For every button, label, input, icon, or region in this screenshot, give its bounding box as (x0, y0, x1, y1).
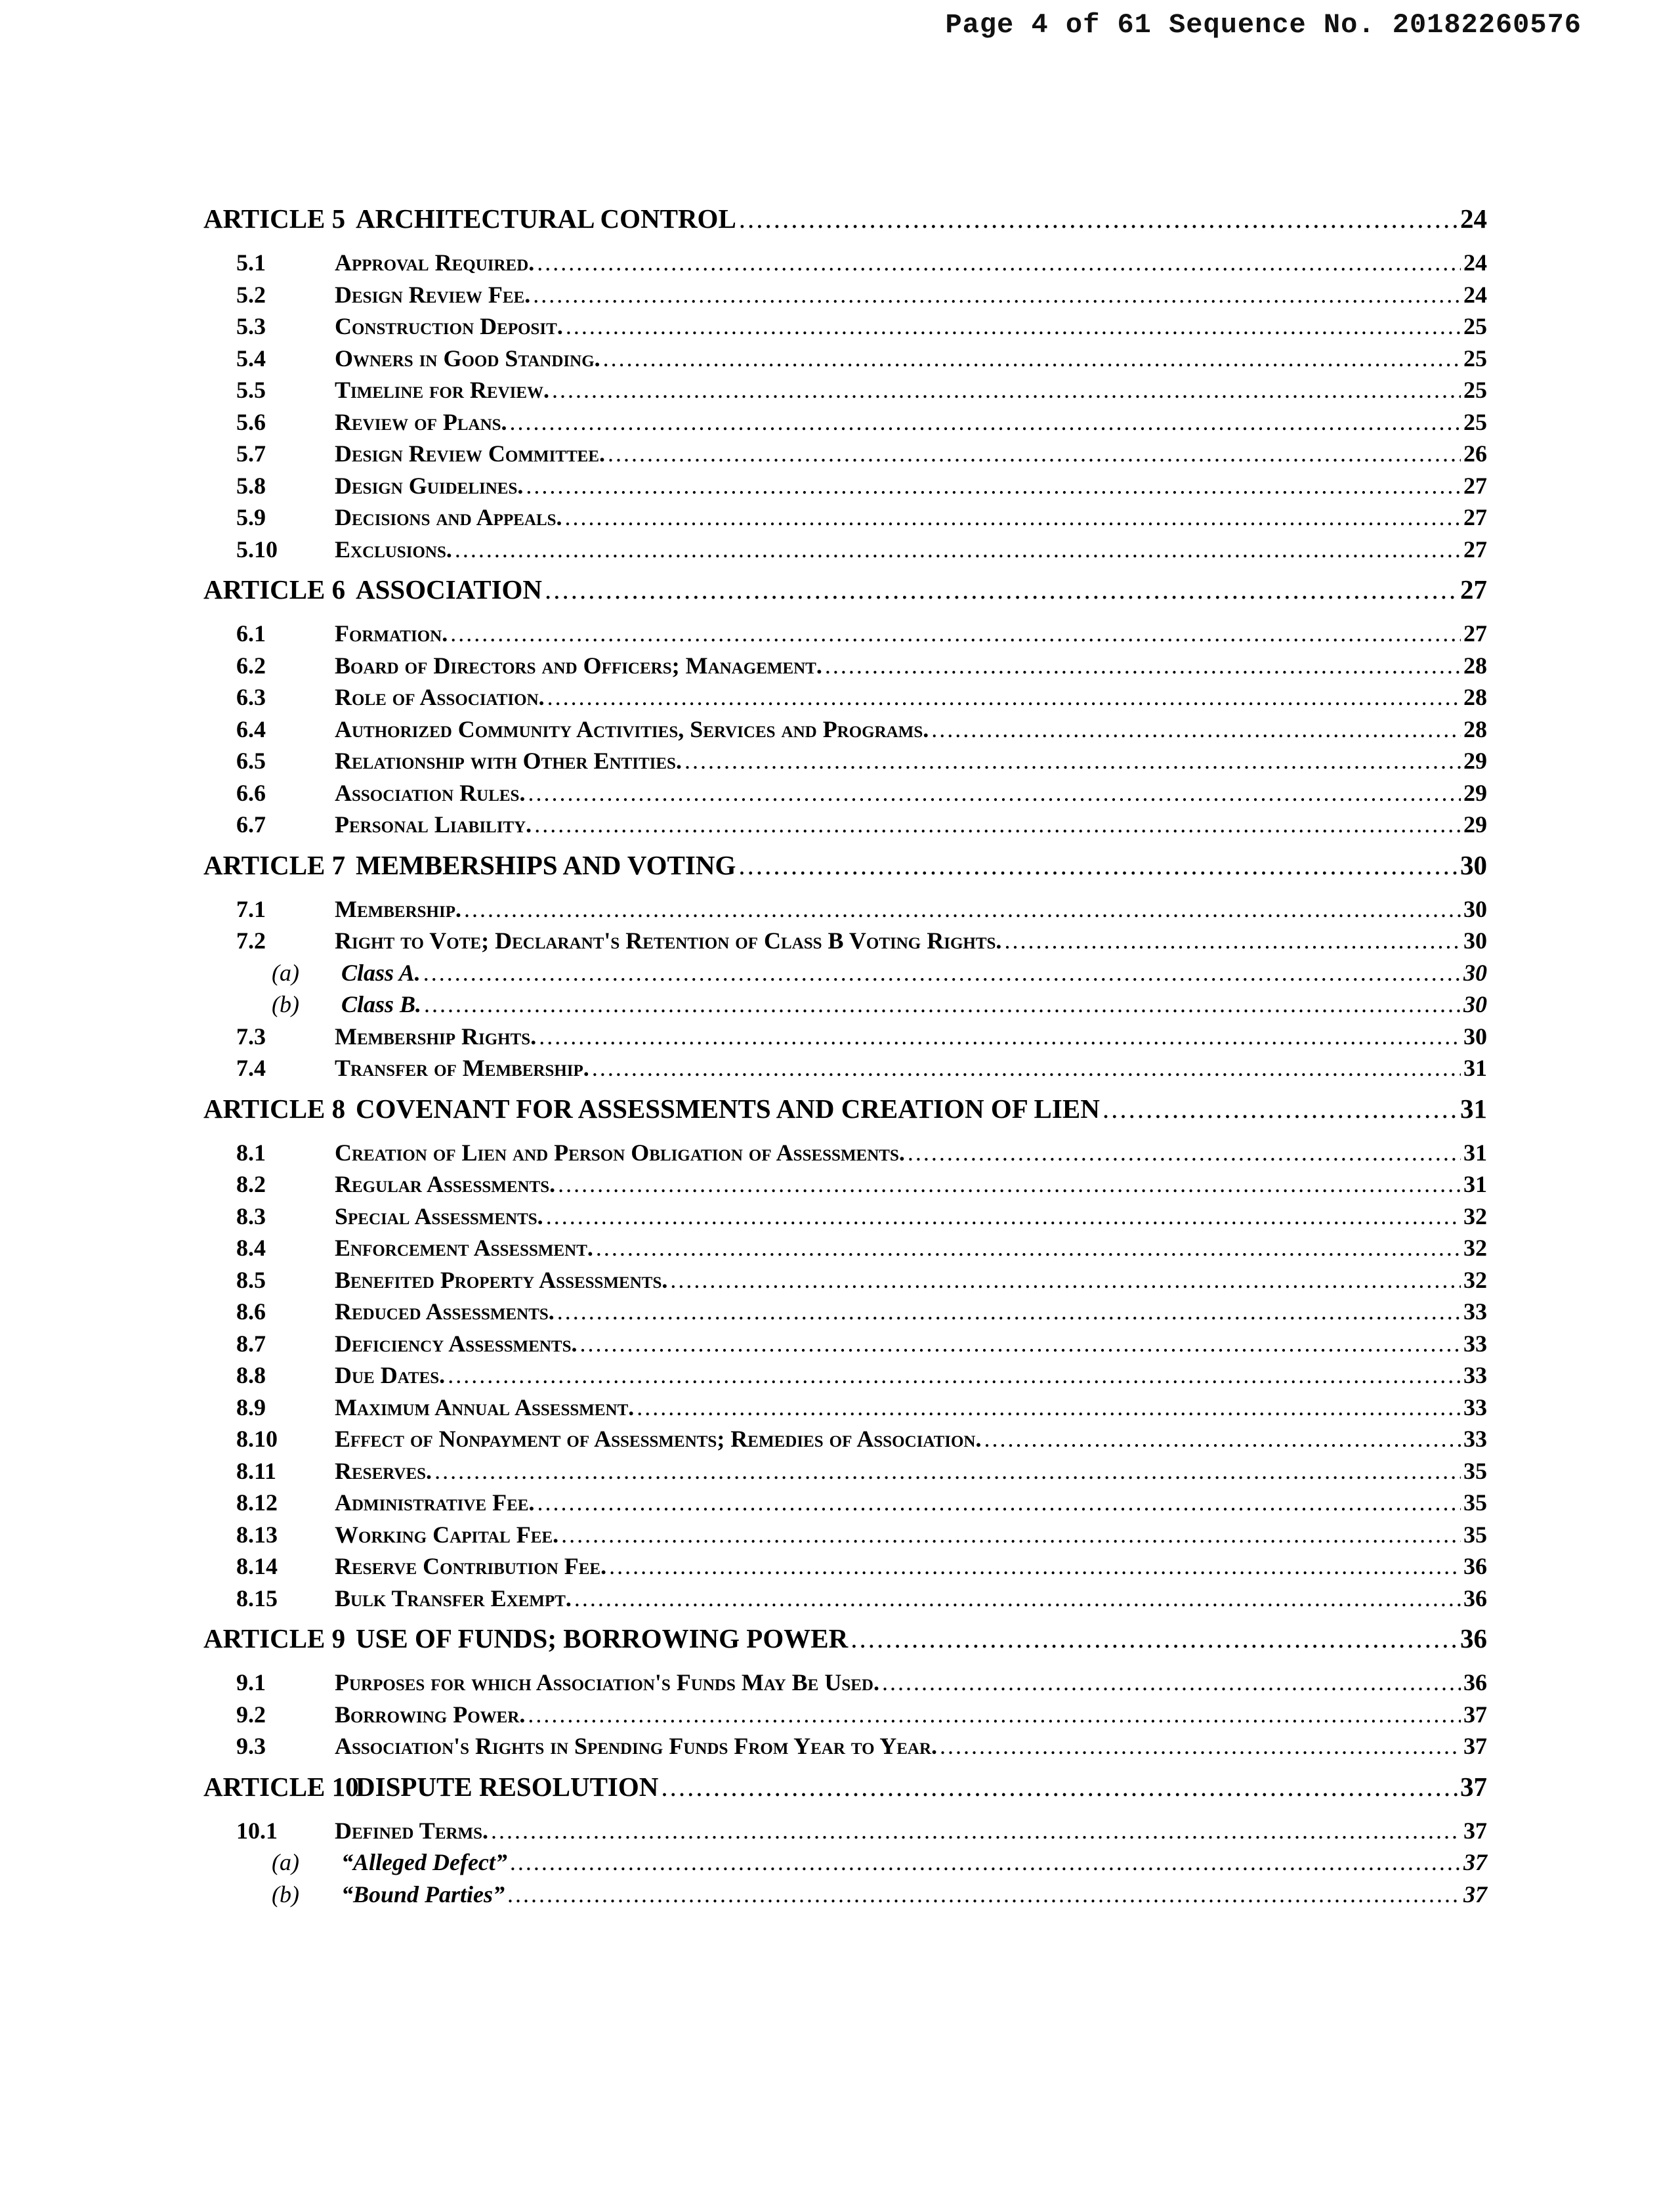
dot-leader (424, 989, 1461, 1021)
dot-leader (882, 1667, 1461, 1699)
section-number: 8.11 (236, 1457, 277, 1484)
section-page-number: 25 (1463, 313, 1487, 339)
dot-leader (528, 1699, 1461, 1731)
article-number: ARTICLE 10 (203, 1771, 359, 1802)
section-number: 7.4 (236, 1055, 266, 1081)
section-number: 8.8 (236, 1362, 266, 1388)
section-title: Authorized Community Activities, Services and Programs. (335, 715, 929, 742)
toc-article-row[interactable] (203, 1622, 1487, 1655)
section-title: Design Review Fee. (335, 281, 531, 308)
dot-leader (931, 714, 1461, 746)
section-title: Membership. (335, 895, 462, 922)
dot-leader (565, 501, 1461, 534)
toc-section-row[interactable] (203, 310, 1487, 343)
section-title: Reserve Contribution Fee. (335, 1553, 607, 1579)
dot-leader (552, 374, 1461, 406)
section-title: Benefited Property Assessments. (335, 1266, 668, 1293)
section-page-number: 29 (1463, 811, 1487, 838)
section-page-number: 37 (1463, 1701, 1487, 1728)
dot-leader (528, 777, 1461, 809)
dot-leader (908, 1137, 1461, 1169)
section-number: 8.4 (236, 1235, 266, 1261)
toc-section-row[interactable] (203, 681, 1487, 714)
section-title: Decisions and Appeals. (335, 504, 562, 530)
section-number: 5.4 (236, 345, 266, 372)
toc-section-row[interactable] (203, 1232, 1487, 1264)
dot-leader (507, 1879, 1461, 1911)
section-number: 8.7 (236, 1330, 266, 1357)
section-page-number: 27 (1463, 620, 1487, 647)
toc-subsection-row[interactable] (203, 1879, 1487, 1911)
section-title: Membership Rights. (335, 1023, 537, 1050)
dot-leader (670, 1264, 1461, 1296)
section-number: 5.9 (236, 504, 266, 530)
section-title: Due Dates. (335, 1362, 446, 1388)
dot-leader (423, 957, 1461, 989)
section-number: 5.10 (236, 536, 278, 563)
subsection-number: (b) (272, 1881, 299, 1907)
article-number: ARTICLE 5 (203, 203, 346, 234)
section-number: 9.2 (236, 1701, 266, 1728)
section-title: Purposes for which Association's Funds May Be Used. (335, 1669, 879, 1695)
section-page-number: 30 (1463, 1023, 1487, 1050)
section-page-number: 28 (1463, 715, 1487, 742)
toc-section-row[interactable] (203, 893, 1487, 926)
section-page-number: 35 (1463, 1521, 1487, 1548)
section-page-number: 27 (1463, 536, 1487, 563)
dot-leader (984, 1423, 1461, 1455)
section-number: 9.3 (236, 1733, 266, 1759)
section-page-number: 25 (1463, 408, 1487, 435)
toc-article-row[interactable] (203, 202, 1487, 235)
toc-section-row[interactable] (203, 650, 1487, 682)
subsection-page-number: 30 (1463, 991, 1487, 1017)
dot-leader (825, 650, 1461, 682)
section-number: 5.7 (236, 440, 266, 467)
section-number: 5.6 (236, 408, 266, 435)
subsection-number: (a) (272, 1849, 299, 1875)
section-number: 6.2 (236, 652, 266, 679)
toc-section-row[interactable] (203, 618, 1487, 650)
section-page-number: 32 (1463, 1203, 1487, 1229)
dot-leader (491, 1815, 1461, 1847)
section-title: Creation of Lien and Person Obligation of Assessments. (335, 1139, 905, 1166)
section-page-number: 30 (1463, 895, 1487, 922)
dot-leader (537, 247, 1461, 279)
toc-section-row[interactable] (203, 247, 1487, 279)
section-page-number: 24 (1463, 249, 1487, 276)
article-title: MEMBERSHIPS AND VOTING (356, 849, 736, 880)
section-title: Effect of Nonpayment of Assessments; Remedies of Association. (335, 1426, 982, 1452)
toc-article-row[interactable] (203, 573, 1487, 606)
toc-section-row[interactable] (203, 1699, 1487, 1731)
section-number: 6.5 (236, 748, 266, 774)
section-number: 8.3 (236, 1203, 266, 1229)
dot-leader (448, 1359, 1461, 1392)
section-title: Administrative Fee. (335, 1489, 535, 1516)
toc-subsection-row[interactable] (203, 989, 1487, 1021)
section-title: Association Rules. (335, 779, 526, 806)
section-number: 7.2 (236, 927, 266, 954)
toc-section-row[interactable] (203, 1168, 1487, 1201)
dot-leader (510, 1846, 1461, 1879)
toc-section-row[interactable] (203, 809, 1487, 841)
dot-leader (608, 438, 1461, 470)
article-page-number: 30 (1460, 849, 1487, 880)
dot-leader (592, 1052, 1461, 1084)
section-number: 8.12 (236, 1489, 278, 1516)
dot-leader (510, 406, 1461, 438)
section-page-number: 35 (1463, 1489, 1487, 1516)
toc-article-row[interactable] (203, 1770, 1487, 1803)
section-page-number: 28 (1463, 684, 1487, 710)
toc-section-row[interactable] (203, 1264, 1487, 1296)
section-page-number: 25 (1463, 345, 1487, 372)
toc-section-row[interactable] (203, 1423, 1487, 1455)
toc-section-row[interactable] (203, 1392, 1487, 1424)
dot-leader (596, 1232, 1461, 1264)
section-page-number: 36 (1463, 1553, 1487, 1579)
dot-leader (558, 1168, 1461, 1201)
toc-section-row[interactable] (203, 470, 1487, 502)
article-title: ARCHITECTURAL CONTROL (356, 203, 736, 234)
toc-section-row[interactable] (203, 925, 1487, 957)
toc-section-row[interactable] (203, 406, 1487, 438)
section-title: Association's Rights in Spending Funds From Year to Year. (335, 1733, 938, 1759)
section-page-number: 32 (1463, 1266, 1487, 1293)
dot-leader (574, 1583, 1461, 1615)
section-page-number: 29 (1463, 748, 1487, 774)
section-page-number: 30 (1463, 927, 1487, 954)
section-title: Relationship with Other Entities. (335, 748, 682, 774)
toc-section-row[interactable] (203, 1296, 1487, 1328)
toc-section-row[interactable] (203, 1201, 1487, 1233)
section-number: 8.15 (236, 1585, 278, 1611)
dot-leader (450, 618, 1461, 650)
dot-leader (526, 470, 1461, 502)
section-title: Approval Required. (335, 249, 535, 276)
section-number: 5.8 (236, 472, 266, 499)
section-number: 8.9 (236, 1394, 266, 1420)
article-number: ARTICLE 6 (203, 574, 346, 605)
toc-section-row[interactable] (203, 438, 1487, 470)
article-page-number: 27 (1460, 574, 1487, 605)
section-title: Construction Deposit. (335, 313, 563, 339)
section-page-number: 37 (1463, 1817, 1487, 1844)
section-page-number: 26 (1463, 440, 1487, 467)
subsection-title: “Bound Parties” (341, 1881, 505, 1907)
section-title: Special Assessments. (335, 1203, 543, 1229)
toc-section-row[interactable] (203, 777, 1487, 809)
toc-section-row[interactable] (203, 714, 1487, 746)
section-number: 5.5 (236, 377, 266, 403)
toc-section-row[interactable] (203, 1328, 1487, 1360)
section-number: 8.6 (236, 1298, 266, 1325)
toc-subsection-row[interactable] (203, 957, 1487, 989)
dot-leader (580, 1328, 1461, 1360)
toc-subsection-row[interactable] (203, 1846, 1487, 1879)
dot-leader (547, 681, 1461, 714)
section-number: 6.4 (236, 715, 266, 742)
dot-leader (434, 1455, 1461, 1487)
toc-section-row[interactable] (203, 1021, 1487, 1053)
toc-article-row[interactable] (203, 1092, 1487, 1125)
section-title: Enforcement Assessment. (335, 1235, 593, 1261)
section-title: Formation. (335, 620, 448, 647)
section-title: Role of Association. (335, 684, 545, 710)
dot-leader (850, 1622, 1458, 1655)
toc-section-row[interactable] (203, 745, 1487, 777)
dot-leader (637, 1392, 1461, 1424)
article-title: DISPUTE RESOLUTION (356, 1771, 659, 1802)
section-number: 6.1 (236, 620, 266, 647)
section-title: Working Capital Fee. (335, 1521, 559, 1548)
section-page-number: 31 (1463, 1171, 1487, 1197)
section-number: 10.1 (236, 1817, 278, 1844)
section-number: 5.3 (236, 313, 266, 339)
toc-section-row[interactable] (203, 279, 1487, 311)
section-page-number: 37 (1463, 1733, 1487, 1759)
article-page-number: 37 (1460, 1771, 1487, 1802)
section-title: Design Review Committee. (335, 440, 606, 467)
dot-leader (534, 809, 1461, 841)
article-page-number: 36 (1460, 1623, 1487, 1653)
section-title: Timeline for Review. (335, 377, 550, 403)
dot-leader (537, 1487, 1461, 1519)
subsection-page-number: 37 (1463, 1849, 1487, 1875)
section-number: 6.7 (236, 811, 266, 838)
toc-section-row[interactable] (203, 1359, 1487, 1392)
toc-section-row[interactable] (203, 501, 1487, 534)
toc-section-row[interactable] (203, 1455, 1487, 1487)
article-title: USE OF FUNDS; BORROWING POWER (356, 1623, 849, 1653)
section-title: Owners in Good Standing. (335, 345, 600, 372)
toc-section-row[interactable] (203, 1519, 1487, 1551)
section-title: Review of Plans. (335, 408, 507, 435)
section-page-number: 27 (1463, 472, 1487, 499)
section-page-number: 35 (1463, 1457, 1487, 1484)
section-title: Right to Vote; Declarant's Retention of Class B Voting Rights. (335, 927, 1002, 954)
dot-leader (561, 1519, 1461, 1551)
section-title: Deficiency Assessments. (335, 1330, 578, 1357)
subsection-title: Class A. (341, 959, 421, 986)
section-number: 9.1 (236, 1669, 266, 1695)
section-title: Transfer of Membership. (335, 1055, 589, 1081)
article-number: ARTICLE 7 (203, 849, 346, 880)
toc-section-row[interactable] (203, 1550, 1487, 1583)
section-page-number: 32 (1463, 1235, 1487, 1261)
subsection-number: (b) (272, 991, 299, 1017)
section-page-number: 29 (1463, 779, 1487, 806)
section-page-number: 28 (1463, 652, 1487, 679)
article-number: ARTICLE 9 (203, 1623, 346, 1653)
section-title: Design Guidelines. (335, 472, 524, 499)
section-number: 8.2 (236, 1171, 266, 1197)
toc-section-row[interactable] (203, 1730, 1487, 1762)
subsection-page-number: 30 (1463, 959, 1487, 986)
dot-leader (539, 1021, 1461, 1053)
toc-section-row[interactable] (203, 1137, 1487, 1169)
page-header: Page 4 of 61 Sequence No. 20182260576 (945, 9, 1582, 41)
section-page-number: 31 (1463, 1139, 1487, 1166)
dot-leader (684, 745, 1461, 777)
section-title: Reduced Assessments. (335, 1298, 555, 1325)
section-title: Defined Terms. (335, 1817, 489, 1844)
article-page-number: 24 (1460, 203, 1487, 234)
dot-leader (464, 893, 1461, 926)
section-page-number: 36 (1463, 1669, 1487, 1695)
dot-leader (1102, 1092, 1458, 1125)
article-number: ARTICLE 8 (203, 1093, 346, 1124)
section-number: 8.10 (236, 1426, 278, 1452)
toc-section-row[interactable] (203, 343, 1487, 375)
article-title: COVENANT FOR ASSESSMENTS AND CREATION OF LIEN (356, 1093, 1100, 1124)
toc-section-row[interactable] (203, 1052, 1487, 1084)
section-title: Maximum Annual Assessment. (335, 1394, 635, 1420)
dot-leader (1004, 925, 1461, 957)
dot-leader (739, 202, 1458, 235)
dot-leader (455, 534, 1461, 566)
section-title: Board of Directors and Officers; Management. (335, 652, 822, 679)
section-page-number: 36 (1463, 1585, 1487, 1611)
section-title: Reserves. (335, 1457, 432, 1484)
dot-leader (545, 573, 1458, 606)
section-number: 8.13 (236, 1521, 278, 1548)
toc-section-row[interactable] (203, 1487, 1487, 1519)
dot-leader (661, 1770, 1458, 1803)
dot-leader (546, 1201, 1461, 1233)
section-page-number: 24 (1463, 281, 1487, 308)
section-number: 5.2 (236, 281, 266, 308)
section-number: 8.14 (236, 1553, 278, 1579)
section-title: Exclusions. (335, 536, 452, 563)
section-title: Bulk Transfer Exempt. (335, 1585, 572, 1611)
section-number: 7.1 (236, 895, 266, 922)
table-of-contents (203, 202, 1487, 1910)
section-title: Personal Liability. (335, 811, 532, 838)
dot-leader (603, 343, 1461, 375)
section-page-number: 33 (1463, 1426, 1487, 1452)
article-page-number: 31 (1460, 1093, 1487, 1124)
section-number: 7.3 (236, 1023, 266, 1050)
subsection-number: (a) (272, 959, 299, 986)
section-page-number: 33 (1463, 1330, 1487, 1357)
dot-leader (940, 1730, 1461, 1762)
section-number: 8.1 (236, 1139, 266, 1166)
subsection-title: “Alleged Defect” (341, 1849, 507, 1875)
section-page-number: 33 (1463, 1394, 1487, 1420)
dot-leader (557, 1296, 1461, 1328)
toc-section-row[interactable] (203, 1583, 1487, 1615)
section-number: 8.5 (236, 1266, 266, 1293)
section-number: 5.1 (236, 249, 266, 276)
toc-section-row[interactable] (203, 1815, 1487, 1847)
dot-leader (566, 310, 1461, 343)
dot-leader (738, 849, 1458, 882)
section-title: Regular Assessments. (335, 1171, 556, 1197)
section-page-number: 33 (1463, 1362, 1487, 1388)
toc-section-row[interactable] (203, 534, 1487, 566)
toc-section-row[interactable] (203, 1667, 1487, 1699)
subsection-page-number: 37 (1463, 1881, 1487, 1907)
section-page-number: 31 (1463, 1055, 1487, 1081)
section-number: 6.3 (236, 684, 266, 710)
section-number: 6.6 (236, 779, 266, 806)
dot-leader (533, 279, 1461, 311)
toc-section-row[interactable] (203, 374, 1487, 406)
section-page-number: 33 (1463, 1298, 1487, 1325)
dot-leader (609, 1550, 1461, 1583)
section-page-number: 25 (1463, 377, 1487, 403)
toc-article-row[interactable] (203, 849, 1487, 882)
section-page-number: 27 (1463, 504, 1487, 530)
article-title: ASSOCIATION (356, 574, 543, 605)
section-title: Borrowing Power. (335, 1701, 526, 1728)
subsection-title: Class B. (341, 991, 422, 1017)
